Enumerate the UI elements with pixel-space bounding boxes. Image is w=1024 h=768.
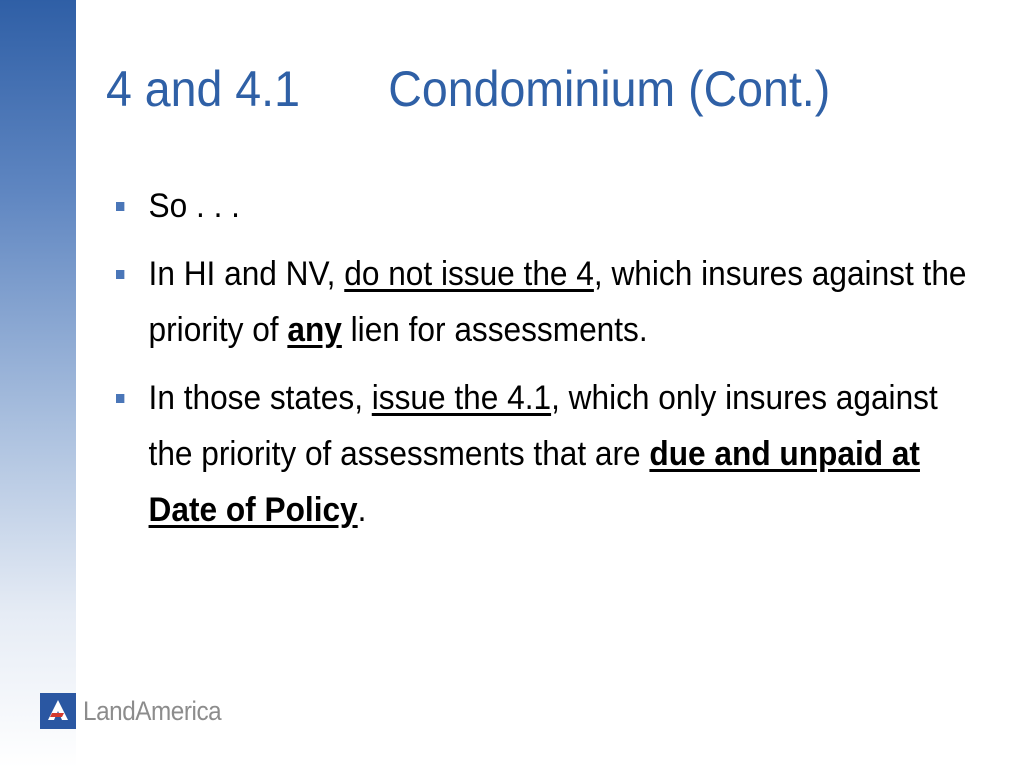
bullet-emphasis-text: any [287,311,342,349]
landamerica-logo-icon [40,693,76,729]
bullet-text: , which insures against the priority of [148,255,967,349]
bullet-list [116,178,986,550]
title-part-2: Condominium (Cont.) [388,61,831,117]
bullet-text: In those states, [148,379,372,417]
left-gradient-bar [0,0,76,768]
landamerica-logo [40,693,237,729]
title-part-1: 4 and 4.1 [106,61,300,117]
bullet-text: , which only insures against the priority of assessments that are [148,379,938,473]
bullet-text: In HI and NV, [148,255,345,293]
bullet-square-icon [116,270,124,279]
bullet-text: So . . . [148,187,240,225]
bullet-item [116,370,986,538]
bullet-item [116,178,986,234]
bullet-text: lien for assessments. [341,311,648,349]
bullet-underlined-text: do not issue the 4 [344,255,594,293]
bullet-square-icon [116,394,124,403]
bullet-square-icon [116,202,124,211]
bullet-emphasis-text: due and unpaid at Date of Policy [148,435,920,529]
bullet-underlined-text: issue the 4.1 [371,379,552,417]
bullet-text: . [357,491,367,529]
logo-text: LandAmerica [83,695,222,726]
slide-title [106,60,830,118]
bullet-item [116,246,986,358]
